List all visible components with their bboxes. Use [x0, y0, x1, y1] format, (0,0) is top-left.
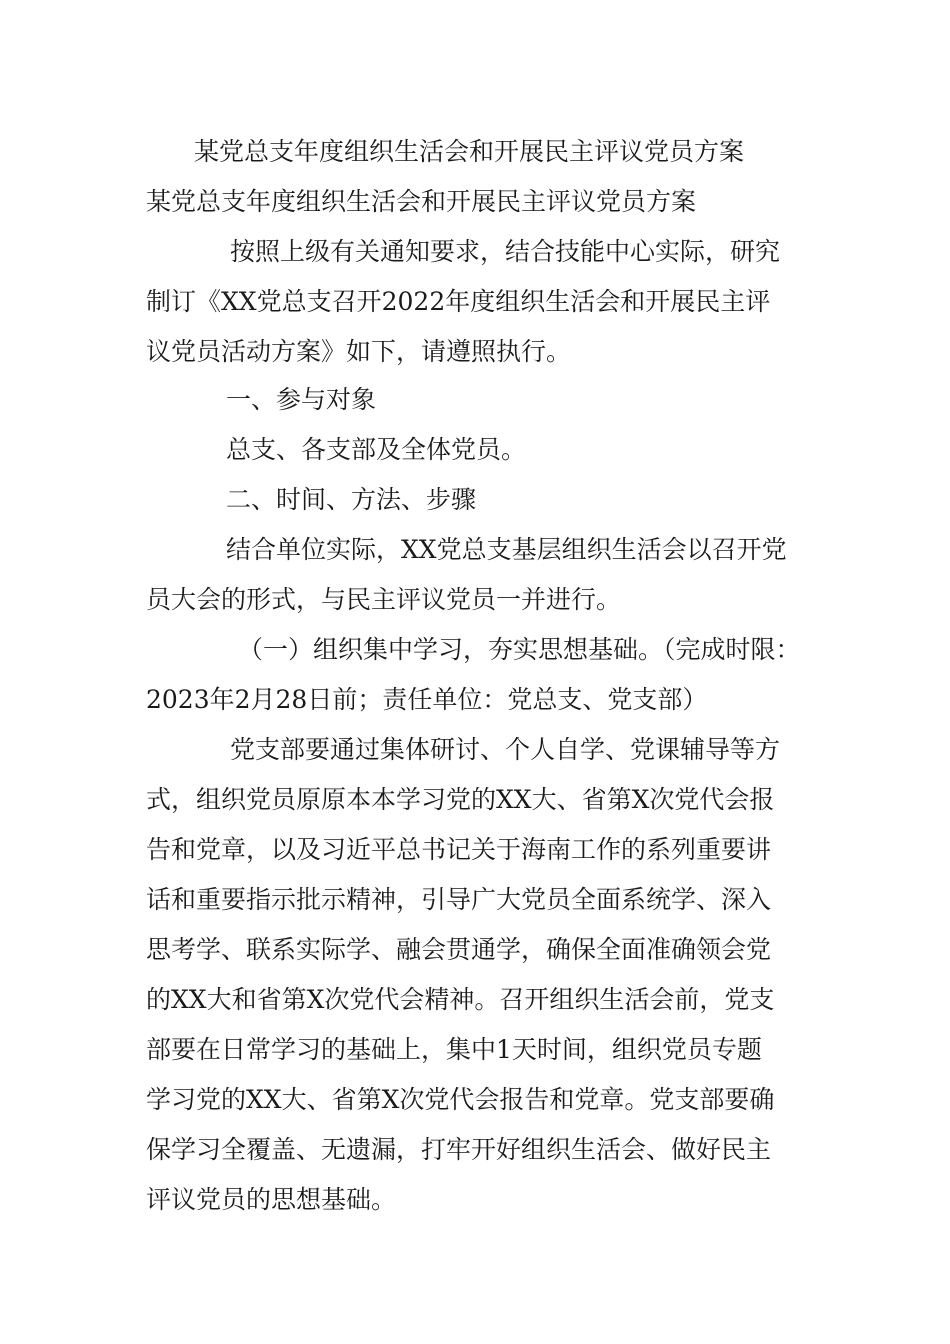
paragraph-line: 员大会的形式，与民主评议党员一并进行。: [146, 585, 622, 614]
paragraph-line: 议党员活动方案》如下，请遵照执行。: [146, 337, 572, 366]
document-subtitle: 某党总支年度组织生活会和开展民主评议党员方案: [146, 187, 697, 216]
paragraph-line: 按照上级有关通知要求，结合技能中心实际，研究: [230, 237, 781, 266]
paragraph-line: 党支部要通过集体研讨、个人自学、党课辅导等方: [230, 735, 781, 764]
section-heading: 二、时间、方法、步骤: [226, 485, 477, 514]
paragraph-line: 的XX大和省第X次党代会精神。召开组织生活会前，党支: [146, 985, 775, 1014]
paragraph-line: 结合单位实际，XX党总支基层组织生活会以召开党: [226, 535, 787, 564]
paragraph-line: 制订《XX党总支召开2022年度组织生活会和开展民主评: [146, 287, 771, 316]
paragraph-line: 告和党章，以及习近平总书记关于海南工作的系列重要讲: [146, 835, 772, 864]
paragraph-line: 评议党员的思想基础。: [146, 1185, 397, 1214]
paragraph-line: 总支、各支部及全体党员。: [226, 435, 527, 464]
paragraph-line: 学习党的XX大、省第X次党代会报告和党章。党支部要确: [146, 1085, 775, 1114]
paragraph-line: 话和重要指示批示精神，引导广大党员全面系统学、深入: [146, 885, 772, 914]
paragraph-line: 式，组织党员原原本本学习党的XX大、省第X次党代会报: [146, 785, 775, 814]
document-title: 某党总支年度组织生活会和开展民主评议党员方案: [194, 137, 745, 166]
paragraph-line: 部要在日常学习的基础上，集中1天时间，组织党员专题: [146, 1035, 762, 1064]
section-heading: 一、参与对象: [226, 385, 377, 414]
paragraph-line: 2023年2月28日前；责任单位：党总支、党支部）: [146, 685, 708, 714]
paragraph-line: 保学习全覆盖、无遗漏，打牢开好组织生活会、做好民主: [146, 1135, 772, 1164]
subsection-heading: （一）组织集中学习，夯实思想基础。（完成时限：: [238, 635, 801, 664]
paragraph-line: 思考学、联系实际学、融会贯通学，确保全面准确领会党: [146, 935, 772, 964]
